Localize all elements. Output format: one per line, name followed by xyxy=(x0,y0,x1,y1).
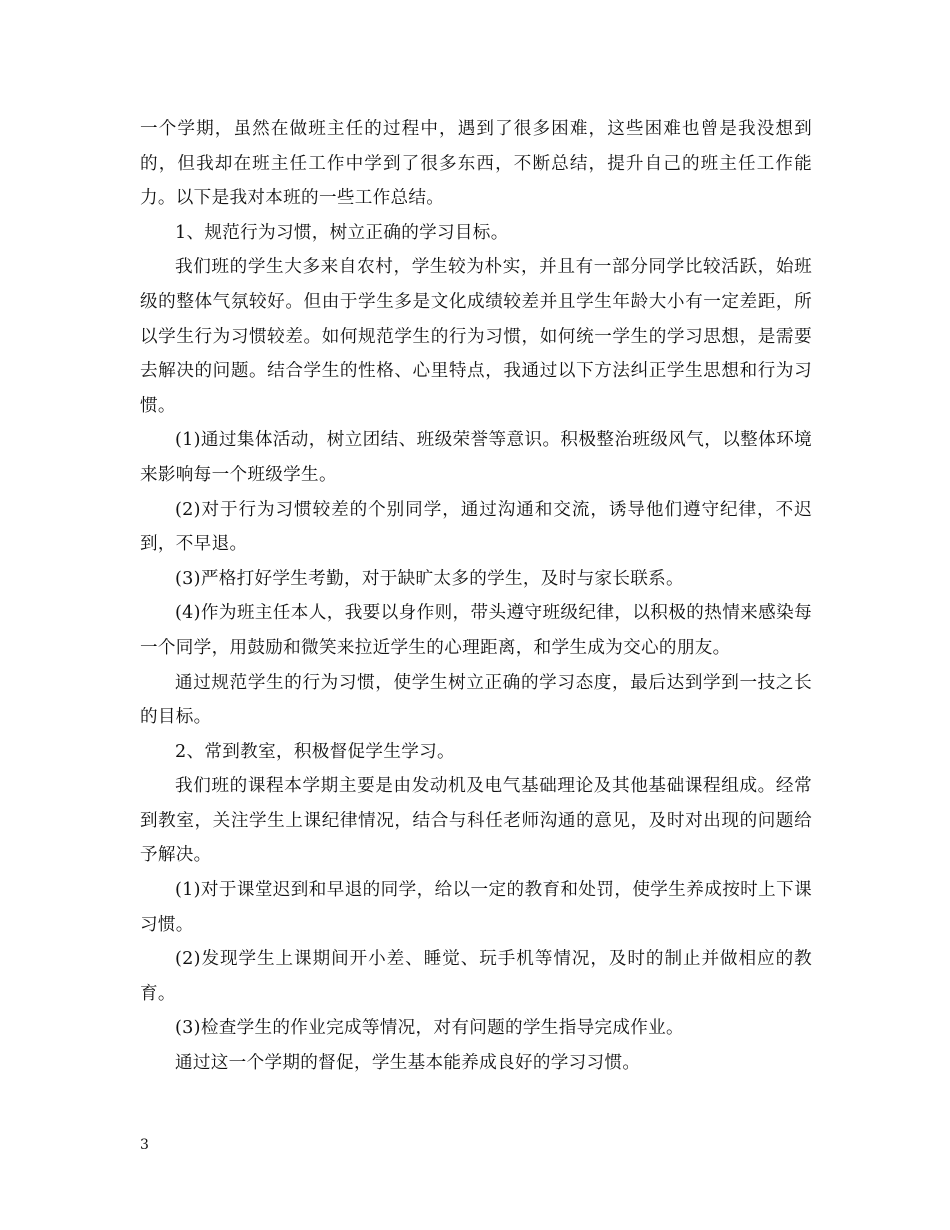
list-item-1-1: (1)通过集体活动，树立团结、班级荣誉等意识。积极整治班级风气，以整体环境来影响每一个班级学生。 xyxy=(140,430,812,485)
list-item-2-1: (1)对于课堂迟到和早退的同学，给以一定的教育和处罚，使学生养成按时上下课习惯。 xyxy=(140,880,812,935)
list-item-1-2: (2)对于行为习惯较差的个别同学，通过沟通和交流，诱导他们遵守纪律，不迟到，不早退。 xyxy=(140,499,812,555)
section-heading-1: 1、规范行为习惯，树立正确的学习目标。 xyxy=(175,222,509,243)
section-heading-2: 2、常到教室，积极督促学生学习。 xyxy=(175,741,455,762)
paragraph-section-2-summary: 通过这一个学期的督促，学生基本能养成良好的学习习惯。 xyxy=(175,1053,641,1074)
list-item-1-3: (3)严格打好学生考勤，对于缺旷太多的学生，及时与家长联系。 xyxy=(175,568,684,589)
paragraph-class-background: 我们班的学生大多来自农村，学生较为朴实，并且有一部分同学比较活跃，始班级的整体气氛较好。但由于学生多是文化成绩较差并且学生年龄大小有一定差距，所以学生行为习惯较差。如何规范学生的行为习惯，如何统一学生的学习思想，是需要去解决的问题。结合学生的性格、心里特点，我通过以下方法纠正学生思想和行为习惯。 xyxy=(140,257,812,416)
paragraph-section-1-summary: 通过规范学生的行为习惯，使学生树立正确的学习态度，最后达到学到一技之长的目标。 xyxy=(140,672,812,728)
document-body xyxy=(140,112,812,1081)
paragraph-intro: 一个学期，虽然在做班主任的过程中，遇到了很多困难，这些困难也曾是我没想到的，但我却在班主任工作中学到了很多东西，不断总结，提升自己的班主任工作能力。以下是我对本班的一些工作总结。 xyxy=(140,119,812,209)
list-item-2-2: (2)发现学生上课期间开小差、睡觉、玩手机等情况，及时的制止并做相应的教育。 xyxy=(140,949,812,1004)
page-number: 3 xyxy=(140,1137,149,1153)
paragraph-curriculum: 我们班的课程本学期主要是由发动机及电气基础理论及其他基础课程组成。经常到教室，关注学生上课纪律情况，结合与科任老师沟通的意见，及时对出现的问题给予解决。 xyxy=(140,776,812,866)
list-item-2-3: (3)检查学生的作业完成等情况，对有问题的学生指导完成作业。 xyxy=(175,1018,684,1039)
list-item-1-4: (4)作为班主任本人，我要以身作则，带头遵守班级纪律，以积极的热情来感染每一个同学，用鼓励和微笑来拉近学生的心理距离，和学生成为交心的朋友。 xyxy=(140,603,812,658)
